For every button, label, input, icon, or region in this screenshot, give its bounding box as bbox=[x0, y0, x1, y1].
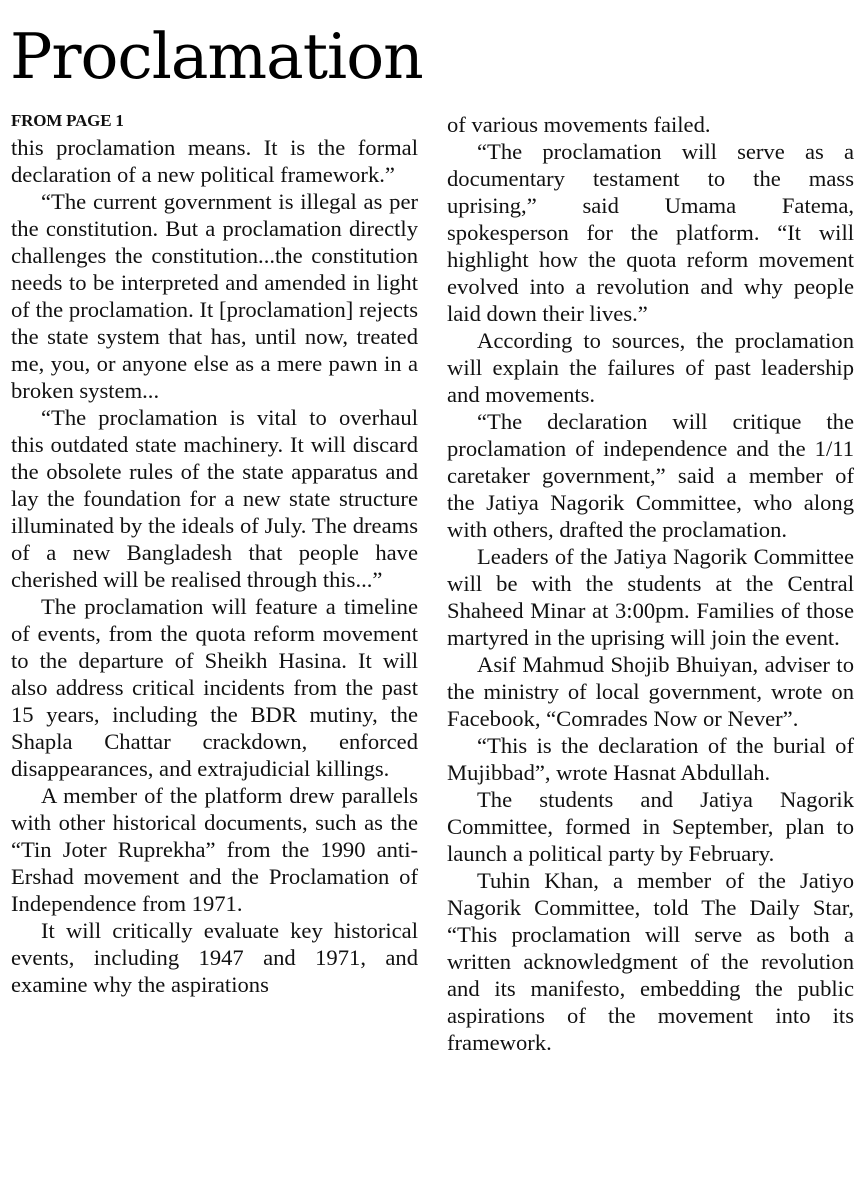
paragraph: Tuhin Khan, a member of the Jatiyo Nagorik Committee, told The Daily Star, “This proclamation will serve as both a written acknowledgment of the revolution and its manifesto, embedding the public aspirations of the movement into its framework. bbox=[447, 868, 854, 1055]
paragraph: The students and Jatiya Nagorik Committee, formed in September, plan to launch a political party by February. bbox=[447, 787, 854, 866]
paragraph: A member of the platform drew parallels with other historical documents, such as the “Tin Joter Ruprekha” from the 1990 anti-Ershad movement and the Proclamation of Independence from 1971. bbox=[11, 783, 418, 916]
paragraph: “The proclamation is vital to overhaul this outdated state machinery. It will discard the obsolete rules of the state apparatus and lay the foundation for a new state structure illuminated by the ideals of July. The dreams of a new Bangladesh that people have cherished will be realised through this...” bbox=[11, 405, 418, 592]
paragraph: Asif Mahmud Shojib Bhuiyan, adviser to the ministry of local government, wrote on Facebook, “Comrades Now or Never”. bbox=[447, 652, 854, 731]
paragraph: “The declaration will critique the proclamation of independence and the 1/11 caretaker government,” said a member of the Jatiya Nagorik Committee, who along with others, drafted the proclamation. bbox=[447, 409, 854, 542]
paragraph: According to sources, the proclamation will explain the failures of past leadership and movements. bbox=[447, 328, 854, 407]
paragraph: Leaders of the Jatiya Nagorik Committee will be with the students at the Central Shaheed Minar at 3:00pm. Families of those martyred in the uprising will join the event. bbox=[447, 544, 854, 650]
article-column-left bbox=[11, 108, 418, 998]
continuation-kicker: FROM PAGE 1 bbox=[11, 111, 124, 130]
paragraph: “The proclamation will serve as a documentary testament to the mass uprising,” said Umama Fatema, spokesperson for the platform. “It will highlight how the quota reform movement evolved into a revolution and why people laid down their lives.” bbox=[447, 139, 854, 326]
paragraph: of various movements failed. bbox=[447, 112, 711, 137]
article-column-right bbox=[447, 111, 854, 1056]
paragraph: The proclamation will feature a timeline of events, from the quota reform movement to the departure of Sheikh Hasina. It will also address critical incidents from the past 15 years, including the BDR mutiny, the Shapla Chattar crackdown, enforced disappearances, and extrajudicial killings. bbox=[11, 594, 418, 781]
headline: Proclamation bbox=[10, 20, 423, 93]
paragraph: “This is the declaration of the burial of Mujibbad”, wrote Hasnat Abdullah. bbox=[447, 733, 854, 785]
paragraph: “The current government is illegal as per the constitution. But a proclamation directly challenges the constitution...the constitution needs to be interpreted and amended in light of the proclamation. It [proclamation] rejects the state system that has, until now, treated me, you, or anyone else as a mere pawn in a broken system... bbox=[11, 189, 418, 403]
paragraph: It will critically evaluate key historical events, including 1947 and 1971, and examine why the aspirations bbox=[11, 918, 418, 997]
paragraph: this proclamation means. It is the formal declaration of a new political framework.” bbox=[11, 135, 418, 187]
